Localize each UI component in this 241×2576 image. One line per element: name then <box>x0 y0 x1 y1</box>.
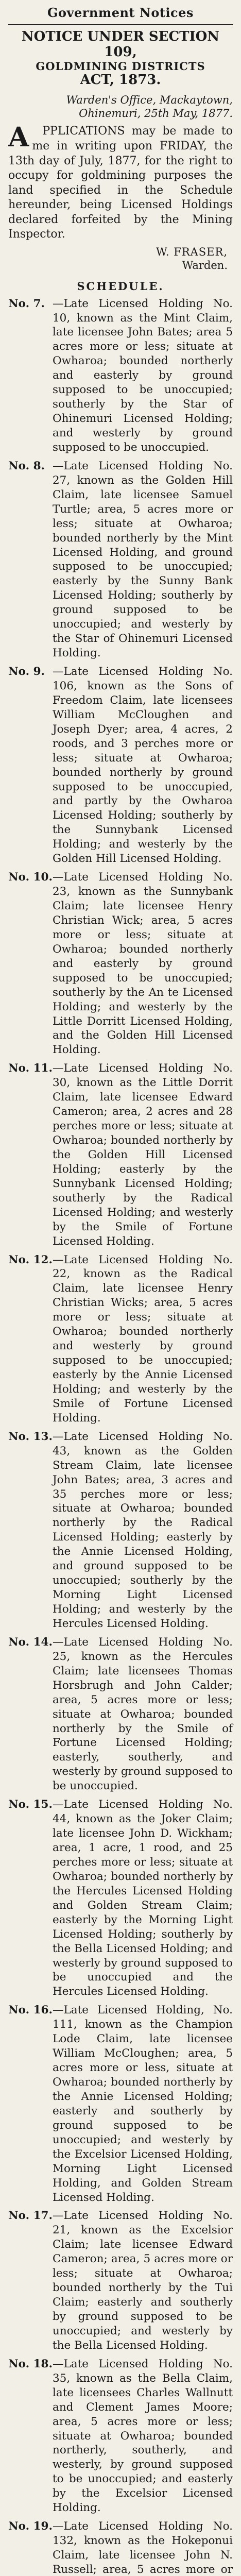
schedule-item-text: —Late Licensed Holding, No. 111, known as the Champion Lode Claim, late licensee William McCloughen; area, 5 acres more or less, situate at Owharoa; bounded northerly by the Annie Licensed Holding; easterly and southerly by ground supposed to be unoccupied; and westerly by the Excelsior Licensed Holding, Morning Light Licensed Holding, and Golden Stream Licensed Holding. <box>53 2004 233 2204</box>
schedule-item-text: —Late Licensed Holding No. 43, known as the Golden Stream Claim, late licensee John Bates; area, 3 acres and 35 perches more or less; situate at Owharoa; bounded northerly by the Radical Licensed Holding; easterly by the Annie Licensed Holding, and ground supposed to be unoccupied; southerly by the Morning Light Licensed Holding; and westerly by the Hercules Licensed Holding. <box>53 1430 233 1630</box>
schedule-item <box>8 870 233 1057</box>
goldmining-notice <box>8 29 233 2576</box>
signer-name: W. FRASER, <box>156 246 228 259</box>
schedule-item-text: —Late Licensed Holding No. 44, known as the Joker Claim; late licensee John D. Wickham; area, 1 acre, 1 rood, and 25 perches more or less; situate at Owharoa; bounded northerly by the Hercules Licensed Holding and Golden Stream Claim; easterly by the Morning Light Licensed Holding; southerly by the Bella Licensed Holding; and westerly by ground supposed to be unoccupied and the Hercules Licensed Holding. <box>53 1798 233 1998</box>
notice-title-line: NOTICE UNDER SECTION 109, <box>21 29 220 60</box>
schedule-item <box>8 1798 233 1999</box>
notice-title-line: ACT, 1873. <box>80 72 161 88</box>
schedule-item <box>8 2003 233 2205</box>
drop-cap: A <box>8 122 29 154</box>
schedule-item-number: No. 16. <box>8 2004 53 2017</box>
schedule-item-text: —Late Licensed Holding No. 132, known as the Hokeponui Claim, late licensee John N. Russell; area, 5 acres more or <box>53 2520 233 2576</box>
schedule-item-number: No. 10. <box>8 871 53 884</box>
schedule-item-number: No. 15. <box>8 1798 53 1811</box>
dateline-line: Warden's Office, Mackaytown, <box>66 93 233 106</box>
notice-intro <box>8 124 233 242</box>
schedule-item-number: No. 18. <box>8 2357 53 2370</box>
schedule-item <box>8 2209 233 2352</box>
schedule-heading: SCHEDULE. <box>77 279 164 293</box>
schedule-item-number: No. 11. <box>8 1062 53 1075</box>
schedule-item <box>8 1430 233 1631</box>
schedule-item-number: No. 13. <box>8 1430 53 1443</box>
schedule-list <box>8 297 233 2576</box>
notice-title <box>8 29 233 88</box>
schedule-item-text: —Late Licensed Holding No. 106, known as the Sons of Freedom Claim, late licensees William McCloughen and Joseph Dyer; area, 4 acres, 2 roods, and 3 perches more or less; situate at Owharoa; bounded northerly by ground supposed to be unoccupied, and partly by the Owharoa Licensed Holding; southerly by the Sunnybank Licensed Holding; and westerly by the Golden Hill Licensed Holding. <box>53 665 233 866</box>
schedule-item-text: —Late Licensed Holding No. 23, known as the Sunnybank Claim; late licensee Henry Christian Wick; area, 5 acres more or less; situate at Owharoa; bounded northerly and easterly by ground supposed to be unoccupied; southerly by the An te Licensed Holding; and westerly by the Little Dorritt Licensed Holding, and the Golden Hill Licensed Holding. <box>53 871 233 1057</box>
schedule-item-number: No. 12. <box>8 1253 53 1266</box>
schedule-item-text: —Late Licensed Holding No. 22, known as the Radical Claim, late licensee Henry Christian Wicks; area, 5 acres more or less; situate at Owharoa; bounded northerly and westerly by ground supposed to be unoccupied; easterly by the Annie Licensed Holding; and westerly by the Smile of Fortune Licensed Holding. <box>53 1253 233 1425</box>
schedule-item <box>8 1253 233 1426</box>
schedule-item-number: No. 17. <box>8 2209 53 2223</box>
schedule-item-text: —Late Licensed Holding No. 35, known as the Bella Claim, late licensees Charles Wallnutt and Clement James Moore; area, 5 acres more or less; situate at Owharoa; bounded northerly, southerly, and westerly, by ground supposed to be unoccupied; and easterly by the Excelsior Licensed Holding. <box>53 2357 233 2515</box>
schedule-item-number: No. 9. <box>8 665 45 678</box>
schedule-item-text: —Late Licensed Holding No. 10, known as the Mint Claim, late licensee John Bates; area 5 acres more or less; situate at Owharoa; bounded northerly and easterly by ground supposed to be unoccupied; southerly by the Star of Ohinemuri Licensed Holding; and westerly by ground supposed to be unoccupied. <box>53 297 233 454</box>
schedule-item-text: —Late Licensed Holding No. 30, known as the Little Dorrit Claim, late licensee Edward Cameron; area, 2 acres and 28 perches more or less; situate at Owharoa; bounded northerly by the Golden Hill Licensed Holding; easterly by the Sunnybank Licensed Holding; southerly by the Radical Licensed Holding; and westerly by the Smile of Fortune Licensed Holding. <box>53 1062 233 1248</box>
section-heading: Government Notices <box>47 5 194 20</box>
schedule-item-text: —Late Licensed Holding No. 21, known as the Excelsior Claim; late licensee Edward Cameron; area, 5 acres more or less; situate at Owharoa; bounded northerly by the Tui Claim; easterly and southerly by ground supposed to be unoccupied; and westerly by the Bella Licensed Holding. <box>53 2209 233 2352</box>
schedule-item-number: No. 8. <box>8 459 45 472</box>
schedule-item-number: No. 19. <box>8 2520 53 2533</box>
dateline-line: Ohinemuri, 25th May, 1877. <box>79 107 233 120</box>
dateline <box>8 93 233 121</box>
schedule-item <box>8 2519 233 2576</box>
divider <box>8 24 233 25</box>
schedule-item <box>8 297 233 455</box>
signer-title: Warden. <box>182 259 228 272</box>
schedule-item <box>8 459 233 660</box>
schedule-item-text: —Late Licensed Holding No. 27, known as the Golden Hill Claim, late licensee Samuel Turtle; area, 5 acres more or less; situate at Owharoa; bounded northerly by the Mint Licensed Holding, and ground supposed to be unoccupied; easterly by the Sunny Bank Licensed Holding; southerly by ground supposed to be unoccupied; and westerly by the Star of Ohinemuri Licensed Holding. <box>53 459 233 660</box>
schedule-item <box>8 665 233 866</box>
schedule-item-text: —Late Licensed Holding No. 25, known as the Hercules Claim; late licensees Thomas Horsbrugh and John Calder; area, 5 acres more or less; situate at Owharoa; bounded northerly by the Smile of Fortune Licensed Holding; easterly, southerly, and westerly by ground supposed to be unoccupied. <box>53 1635 233 1793</box>
schedule-item <box>8 1061 233 1248</box>
schedule-item <box>8 2357 233 2515</box>
schedule-item <box>8 1635 233 1793</box>
signature <box>8 245 228 273</box>
schedule-item-number: No. 7. <box>8 297 45 310</box>
notice-title-line: GOLDMINING DISTRICTS <box>36 59 205 73</box>
schedule-item-number: No. 14. <box>8 1635 53 1649</box>
notice-intro-text: PPLICATIONS may be made to me in writing upon FRIDAY, the 13th day of July, 1877, for the right to occupy for goldmining purposes the land specified in the Schedule hereunder, being Licensed Holdings declared forfeited by the Mining Inspector. <box>8 125 233 241</box>
